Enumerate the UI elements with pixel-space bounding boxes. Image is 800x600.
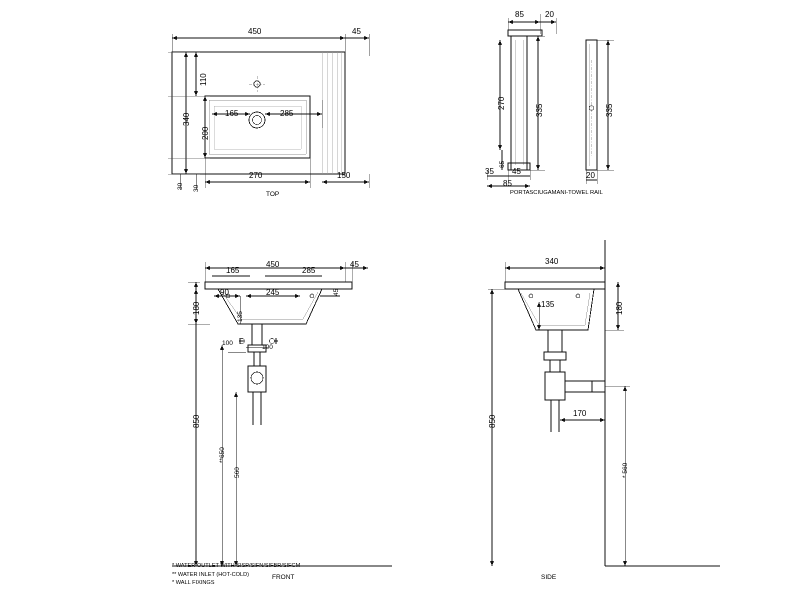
note-water-outlet: * WATER OUTLET WITH SISP/SIFN/SIFBR/SIFCM <box>172 563 301 569</box>
note-wall-fixings: * WALL FIXINGS <box>172 580 215 587</box>
dim-front-45b: 45 <box>333 288 340 296</box>
dim-rail-20-top: 20 <box>545 10 554 19</box>
note-water-inlet: ** WATER INLET (HOT-COLD) <box>172 571 249 578</box>
dim-front-450: 450 <box>266 260 280 269</box>
dim-side-560: * 560 <box>622 462 629 478</box>
dim-top-front-30: 30 <box>177 182 184 190</box>
dim-rail-335-right: 335 <box>605 103 614 117</box>
dim-rail-335: 335 <box>535 103 544 117</box>
dim-rail-20-bottom: 20 <box>586 171 595 180</box>
dim-rail-45: 45 <box>512 167 521 176</box>
dim-top-depth-200: 200 <box>201 126 210 140</box>
dim-front-100-right: 100 <box>262 344 273 351</box>
dim-side-135: 135 <box>541 300 555 309</box>
view-label-top: TOP <box>266 191 280 198</box>
dim-front-285: 285 <box>302 266 316 275</box>
view-label-towel-rail: PORTASCIUGAMANI-TOWEL RAIL <box>510 190 603 196</box>
dim-front-165: 165 <box>226 266 240 275</box>
dim-front-135: 135 <box>237 311 244 322</box>
dim-front-650: **650 <box>219 447 226 463</box>
dim-front-560: 560 <box>234 467 241 478</box>
dim-top-front-30b: 30 <box>193 184 200 192</box>
dim-rail-270: 270 <box>497 96 506 110</box>
dim-front-850: 850 <box>192 414 201 428</box>
dim-front-100-left: 100 <box>222 340 233 347</box>
view-label-side: SIDE <box>541 574 557 581</box>
dim-rail-85-bottom: 85 <box>503 179 512 188</box>
dim-front-90: 90 <box>220 288 229 297</box>
dim-top-bowl-285: 285 <box>280 109 294 118</box>
drawing-notes <box>172 562 300 588</box>
dim-top-depth-340: 340 <box>182 112 191 126</box>
dim-top-width: 450 <box>248 27 262 36</box>
dim-top-right-offset: 45 <box>352 27 361 36</box>
dim-top-depth-110: 110 <box>199 73 208 86</box>
dim-side-180: 180 <box>615 301 624 315</box>
dim-side-170: 170 <box>573 409 587 418</box>
dim-front-45: 45 <box>350 260 359 269</box>
dim-front-245: 245 <box>266 288 280 297</box>
dim-top-bowl-270: 270 <box>249 171 263 180</box>
dim-rail-85-top: 85 <box>515 10 524 19</box>
view-label-front: FRONT <box>272 574 295 581</box>
dim-front-180: 180 <box>192 301 201 315</box>
dim-side-340: 340 <box>545 257 559 266</box>
dim-top-right-150: 150 <box>337 171 351 180</box>
dim-side-850: 850 <box>488 414 497 428</box>
dim-top-bowl-165: 165 <box>225 109 239 118</box>
dim-rail-65: 65 <box>499 160 506 168</box>
dim-rail-35: 35 <box>485 167 494 176</box>
